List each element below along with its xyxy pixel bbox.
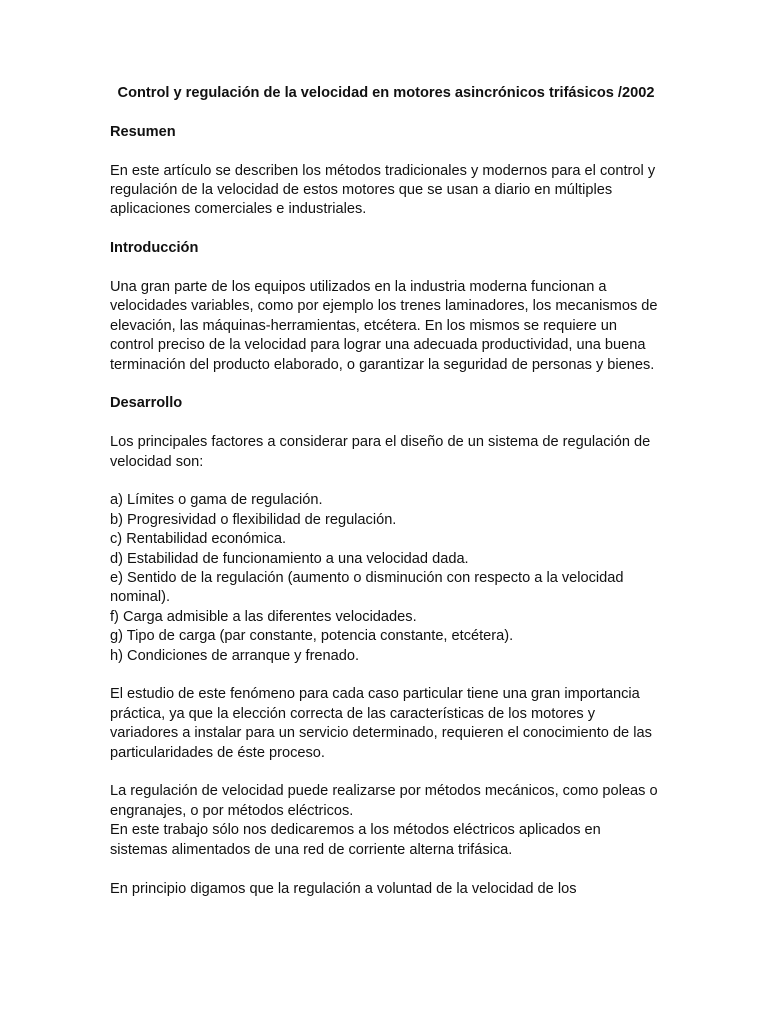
factor-item: a) Límites o gama de regulación. xyxy=(110,492,323,509)
factor-item: b) Progresividad o flexibilidad de regulación. xyxy=(110,511,397,528)
factor-item: h) Condiciones de arranque y frenado. xyxy=(110,647,360,664)
principio-paragraph: En principio digamos que la regulación a voluntad de la velocidad de los xyxy=(110,880,577,897)
factor-item: d) Estabilidad de funcionamiento a una velocidad dada. xyxy=(110,550,469,567)
desarrollo-heading: Desarrollo xyxy=(110,395,183,412)
resumen-paragraph: En este artículo se describen los métodos tradicionales y modernos para el control y regulación de la velocidad de estos motores que se usan a diario en múltiples aplicaciones comerciales e industriales. xyxy=(110,162,656,218)
introduccion-paragraph: Una gran parte de los equipos utilizados en la industria moderna funcionan a velocidades variables, como por ejemplo los trenes laminadores, los mecanismos de elevación, las máquinas-herramientas, etcétera. En los mismos se requiere un control preciso de la velocidad para lograr una adecuada productividad, una buena terminación del producto elaborado, o garantizar la seguridad de personas y bienes. xyxy=(110,279,658,373)
regulacion-paragraph-2: En este trabajo sólo nos dedicaremos a los métodos eléctricos aplicados en sistemas alimentados de una red de corriente alterna trifásica. xyxy=(110,822,601,858)
factor-item: g) Tipo de carga (par constante, potencia constante, etcétera). xyxy=(110,628,514,645)
document-title: Control y regulación de la velocidad en motores asincrónicos trifásicos /2002 xyxy=(117,85,655,101)
factor-item: f) Carga admisible a las diferentes velocidades. xyxy=(110,608,417,625)
introduccion-heading: Introducción xyxy=(110,240,199,257)
factor-item: c) Rentabilidad económica. xyxy=(110,531,287,548)
desarrollo-paragraph: Los principales factores a considerar para el diseño de un sistema de regulación de velocidad son: xyxy=(110,434,651,470)
factor-item: e) Sentido de la regulación (aumento o disminución con respecto a la velocidad nominal). xyxy=(110,570,624,606)
resumen-heading: Resumen xyxy=(110,123,176,140)
regulacion-paragraph-1: La regulación de velocidad puede realizarse por métodos mecánicos, como poleas o engranajes, o por métodos eléctricos. xyxy=(110,783,658,819)
document-content xyxy=(110,84,662,918)
estudio-paragraph: El estudio de este fenómeno para cada caso particular tiene una gran importancia práctica, ya que la elección correcta de las características de los motores y variadores a instalar para un servicio determinado, requieren el conocimiento de las particularidades de éste proceso. xyxy=(110,686,652,761)
factors-list xyxy=(110,491,662,666)
